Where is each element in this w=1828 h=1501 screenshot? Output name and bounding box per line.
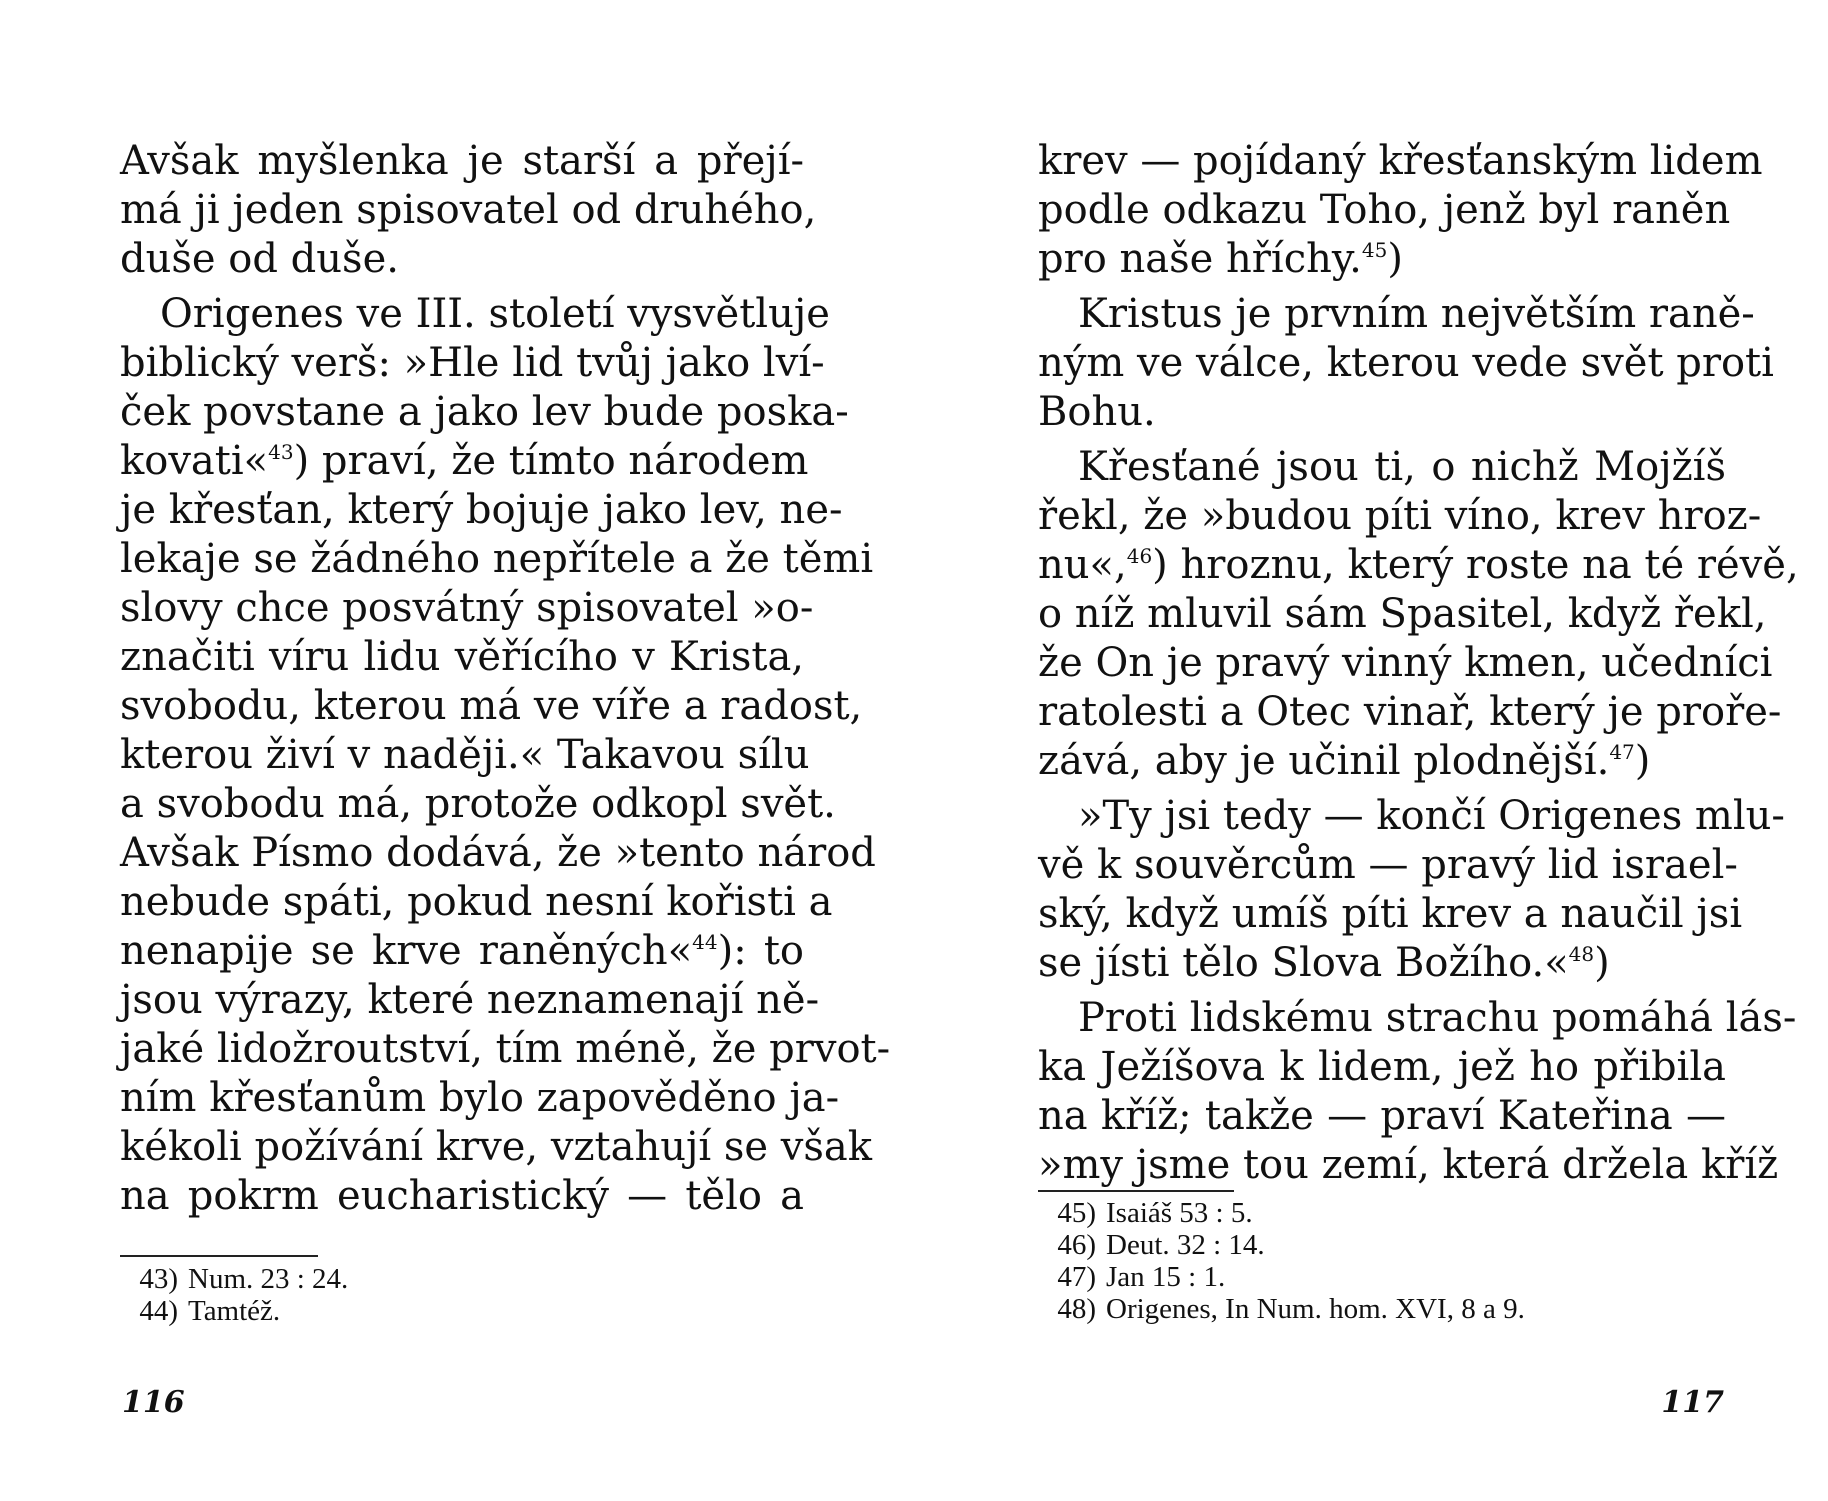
page-number: 117 xyxy=(1661,1385,1724,1420)
text-line: ním křesťanům bylo zapověděno ja- xyxy=(120,1075,840,1121)
line-text: ) xyxy=(1594,940,1610,986)
text-line: podle odkazu Toho, jenž byl raněn xyxy=(1038,187,1731,233)
text-line: ratolesti a Otec vinař, který je proře- xyxy=(1038,689,1782,735)
line-text: ) xyxy=(1387,236,1403,282)
text-line-with-footnote-ref xyxy=(120,437,809,486)
footnote-text: Deut. 32 : 14. xyxy=(1106,1229,1265,1261)
footnote-text: Isaiáš 53 : 5. xyxy=(1106,1197,1253,1229)
footnote-text: Origenes, In Num. hom. XVI, 8 a 9. xyxy=(1106,1293,1525,1325)
text-line: lekaje se žádného nepřítele a že těmi xyxy=(120,536,874,582)
text-line: ka Ježíšova k lidem, jež ho přibila xyxy=(1038,1044,1726,1090)
right-page xyxy=(914,0,1828,1501)
footnote-ref-43: 43 xyxy=(268,440,294,464)
footnote-number: 48) xyxy=(1057,1293,1096,1325)
text-line: Avšak Písmo dodává, že »tento národ xyxy=(120,830,876,876)
line-text: se jísti tělo Slova Božího.« xyxy=(1038,940,1569,986)
text-line: kterou živí v naději.« Takavou sílu xyxy=(120,732,810,778)
text-line: »my jsme tou zemí, která držela kříž xyxy=(1038,1142,1779,1188)
footnote-number: 44) xyxy=(139,1295,178,1327)
text-line-with-footnote-ref xyxy=(120,927,804,976)
footnote-ref-44: 44 xyxy=(692,930,718,954)
text-line: má ji jeden spisovatel od druhého, xyxy=(120,187,817,233)
footnote-divider xyxy=(120,1255,318,1257)
footnote xyxy=(1038,1293,1525,1325)
text-line: jsou výrazy, které neznamenají ně- xyxy=(120,977,820,1023)
text-line: kékoli požívání krve, vztahují se však xyxy=(120,1124,873,1170)
line-text: ) xyxy=(1634,738,1651,784)
text-line: na pokrm eucharistický — tělo a xyxy=(120,1173,804,1219)
text-line: duše od duše. xyxy=(120,236,399,282)
footnote-ref-48: 48 xyxy=(1568,942,1595,966)
footnote-number: 45) xyxy=(1057,1197,1096,1229)
footnote-text: Jan 15 : 1. xyxy=(1106,1261,1226,1293)
text-line-with-footnote-ref xyxy=(1038,541,1799,590)
footnote xyxy=(1038,1229,1265,1261)
text-line: Avšak myšlenka je starší a přejí- xyxy=(120,138,804,184)
text-line: a svobodu má, protože odkopl svět. xyxy=(120,781,836,827)
footnote-number: 46) xyxy=(1057,1229,1096,1261)
footnote-text: Num. 23 : 24. xyxy=(188,1263,349,1295)
footnote-divider xyxy=(1038,1190,1234,1192)
footnote xyxy=(1038,1261,1225,1293)
text-line: že On je pravý vinný kmen, učedníci xyxy=(1038,640,1773,686)
footnote-ref-45: 45 xyxy=(1361,238,1388,262)
text-line: slovy chce posvátný spisovatel »o- xyxy=(120,585,814,631)
footnote-number: 47) xyxy=(1057,1261,1096,1293)
footnote xyxy=(120,1263,348,1295)
text-line: ným ve válce, kterou vede svět proti xyxy=(1038,340,1774,386)
text-line-with-footnote-ref xyxy=(1038,939,1726,988)
text-line: o níž mluvil sám Spasitel, když řekl, xyxy=(1038,591,1767,637)
footnote-number: 43) xyxy=(139,1263,178,1295)
page-number: 116 xyxy=(122,1385,185,1420)
text-line: Kristus je prvním největším raně- xyxy=(1078,291,1755,337)
text-line: krev — pojídaný křesťanským lidem xyxy=(1038,138,1763,184)
footnote-text: Tamtéž. xyxy=(188,1295,281,1327)
text-line-with-footnote-ref xyxy=(1038,235,1726,284)
footnote xyxy=(120,1295,280,1327)
text-line: ček povstane a jako lev bude poska- xyxy=(120,389,849,435)
text-line: svobodu, kterou má ve víře a radost, xyxy=(120,683,863,729)
footnote-ref-47: 47 xyxy=(1609,740,1635,764)
line-text: nenapije se krve raněných« xyxy=(120,928,693,974)
text-line: Křesťané jsou ti, o nichž Mojžíš xyxy=(1078,444,1726,490)
text-line: Origenes ve III. století vysvětluje xyxy=(160,291,830,337)
text-line: jaké lidožroutství, tím méně, že prvot- xyxy=(120,1026,891,1072)
text-line: je křesťan, který bojuje jako lev, ne- xyxy=(120,487,843,533)
footnote xyxy=(1038,1197,1253,1229)
line-text: ) hroznu, který roste na té révě, xyxy=(1152,542,1799,588)
line-text: ): to xyxy=(717,928,805,974)
line-text: nu«, xyxy=(1038,542,1127,588)
text-line: Proti lidskému strachu pomáhá lás- xyxy=(1078,995,1797,1041)
line-text: zává, aby je učinil plodnější. xyxy=(1038,738,1610,784)
text-line: biblický verš: »Hle lid tvůj jako lví- xyxy=(120,340,825,386)
text-line: Bohu. xyxy=(1038,389,1156,435)
line-text: kovati« xyxy=(120,438,269,484)
footnote-ref-46: 46 xyxy=(1126,544,1153,568)
text-line: vě k souvěrcům — pravý lid israel- xyxy=(1038,842,1738,888)
text-line-with-footnote-ref xyxy=(1038,737,1726,786)
line-text: pro naše hříchy. xyxy=(1038,236,1362,282)
text-line: nebude spáti, pokud nesní kořisti a xyxy=(120,879,833,925)
text-line: ský, když umíš píti krev a naučil jsi xyxy=(1038,891,1743,937)
text-line: značiti víru lidu věřícího v Krista, xyxy=(120,634,804,680)
text-line: »Ty jsi tedy — končí Origenes mlu- xyxy=(1078,793,1785,839)
text-line: na kříž; takže — praví Kateřina — xyxy=(1038,1093,1726,1139)
text-line: řekl, že »budou píti víno, krev hroz- xyxy=(1038,493,1762,539)
line-text: ) praví, že tímto národem xyxy=(293,438,809,484)
